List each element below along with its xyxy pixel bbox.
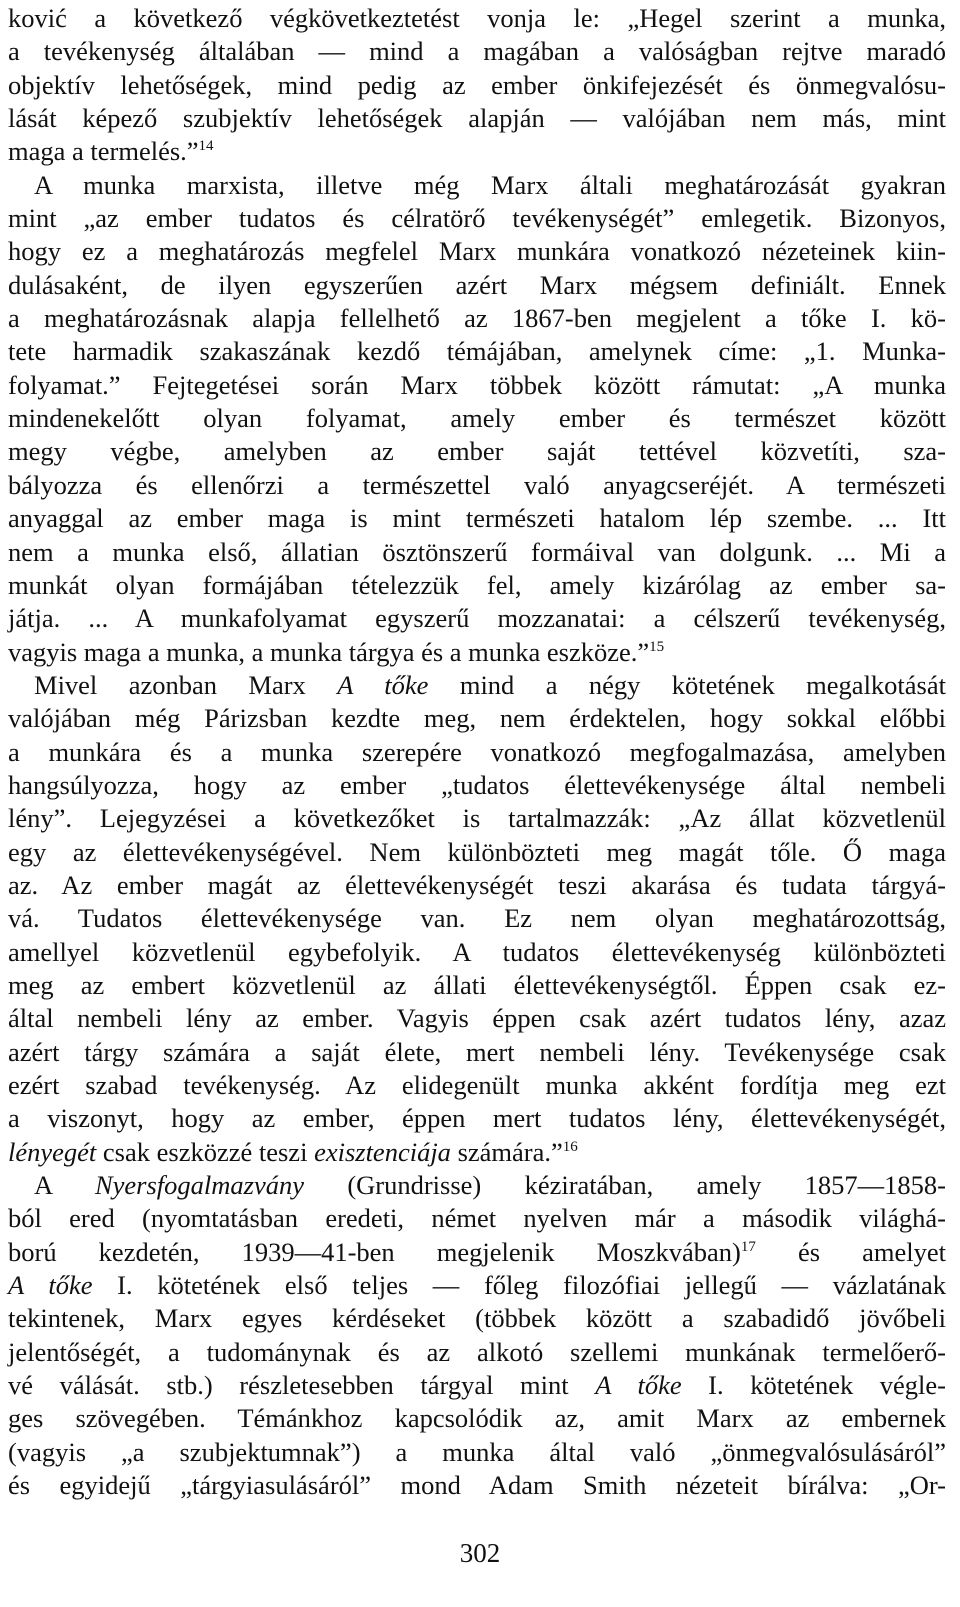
text-line <box>8 736 946 769</box>
text-segment: mindenekelőtt olyan folyamat, amely ember és természet között <box>8 403 946 434</box>
text-line <box>8 602 946 635</box>
text-line <box>8 1269 946 1302</box>
text-segment: vé válását. stb.) részletesebben tárgyal mint <box>8 1370 596 1401</box>
text-segment: a munkára és a munka szerepére vonatkozó megfogalmazása, amelyben <box>8 736 946 767</box>
text-segment: számára.” <box>450 1136 563 1167</box>
text-line <box>8 1236 946 1269</box>
text-line <box>8 636 946 669</box>
text-line <box>8 1302 946 1335</box>
text-segment: tete harmadik szakaszának kezdő témájában, amelynek címe: „1. Munka- <box>8 336 946 367</box>
text-segment: I. kötetének első teljes — főleg filozófiai jellegű — vázlatának <box>92 1270 946 1301</box>
text-segment: Mivel azonban Marx <box>34 669 338 700</box>
text-segment: dulásaként, de ilyen egyszerűen azért Marx mégsem definiált. Ennek <box>8 269 946 300</box>
text-line <box>8 969 946 1002</box>
italic-text: A tőke <box>595 1370 682 1401</box>
text-line <box>8 69 946 102</box>
text-line <box>8 769 946 802</box>
text-segment: A munka marxista, illetve még Marx általi meghatározását gyakran <box>34 169 946 200</box>
text-line <box>8 435 946 468</box>
text-segment: egy az élettevékenységével. Nem különbözteti meg magát tőle. Ő maga <box>8 836 946 867</box>
text-line <box>8 902 946 935</box>
text-line <box>8 669 946 702</box>
italic-text: A tőke <box>337 669 429 700</box>
italic-text: Nyersfogalmazvány <box>94 1170 305 1201</box>
italic-text: lényegét <box>8 1136 97 1167</box>
text-segment: és egyidejű „tárgyiasulásáról” mond Adam Smith nézeteit bírálva: „Or- <box>8 1470 946 1501</box>
text-segment: megy végbe, amelyben az ember saját tettével közvetíti, sza- <box>8 436 946 467</box>
text-line <box>8 1169 946 1202</box>
italic-text: A tőke <box>8 1270 93 1301</box>
text-segment: jelentőségét, a tudománynak és az alkotó szellemi munkának termelőerő- <box>8 1336 946 1367</box>
footnote-marker: 15 <box>649 638 665 655</box>
text-line <box>8 35 946 68</box>
text-line <box>8 335 946 368</box>
page-number: 302 <box>459 1538 501 1568</box>
text-line <box>8 1036 946 1069</box>
text-segment: mint „az ember tudatos és célratörő tevékenységét” emlegetik. Bizonyos, <box>8 203 946 234</box>
text-segment: nem a munka első, állatian ösztönszerű formáival van dolgunk. ... Mi a <box>8 536 946 567</box>
text-line <box>8 1202 946 1235</box>
text-segment: az. Az ember magát az élettevékenységét teszi akarása és tudata tárgyá- <box>8 869 946 900</box>
text-line <box>8 836 946 869</box>
text-line <box>8 1002 946 1035</box>
text-segment: I. kötetének végle- <box>681 1370 946 1401</box>
text-line <box>8 202 946 235</box>
text-segment: hangsúlyozza, hogy az ember „tudatos élettevékenysége által nembeli <box>8 769 946 800</box>
text-line <box>8 469 946 502</box>
text-segment: bályozza és ellenőrzi a természettel való anyagcseréjét. A természeti <box>8 469 946 500</box>
text-segment: meg az embert közvetlenül az állati élettevékenységtől. Éppen csak ez- <box>8 969 946 1000</box>
italic-text: exisztenciája <box>314 1136 451 1167</box>
text-segment: hogy ez a meghatározás megfelel Marx munkára vonatkozó nézeteinek kiin- <box>8 236 946 267</box>
text-line <box>8 802 946 835</box>
text-segment: azért tárgy számára a saját élete, mert nembeli lény. Tevékenysége csak <box>8 1036 946 1067</box>
text-line <box>8 1402 946 1435</box>
text-line <box>8 169 946 202</box>
text-segment: lény”. Lejegyzései a következőket is tartalmazzák: „Az állat közvetlenül <box>8 803 946 834</box>
footnote-marker: 14 <box>198 138 214 155</box>
text-line <box>8 269 946 302</box>
text-segment: a viszonyt, hogy az ember, éppen mert tudatos lény, élettevékenységét, <box>8 1103 946 1134</box>
text-segment: vá. Tudatos élettevékenysége van. Ez nem olyan meghatározottság, <box>8 903 946 934</box>
text-segment: ború kezdetén, 1939—41-ben megjelenik Moszkvában) <box>8 1236 741 1267</box>
text-segment: valójában még Párizsban kezdte meg, nem érdektelen, hogy sokkal előbbi <box>8 703 946 734</box>
text-segment: objektív lehetőségek, mind pedig az ember önkifejezését és önmegvalósu- <box>8 69 946 100</box>
text-segment: amellyel közvetlenül egybefolyik. A tudatos élettevékenység különbözteti <box>8 936 946 967</box>
text-line <box>8 235 946 268</box>
text-segment: tekintenek, Marx egyes kérdéseket (többek között a szabadidő jövőbeli <box>8 1303 946 1334</box>
text-segment: folyamat.” Fejtegetései során Marx többek között rámutat: „A munka <box>8 369 946 400</box>
footnote-marker: 17 <box>740 1238 756 1255</box>
text-segment: (vagyis „a szubjektumnak”) a munka által való „önmegvalósulásáról” <box>8 1436 946 1467</box>
text-segment: maga a termelés.” <box>8 136 199 167</box>
text-line <box>8 1136 946 1169</box>
text-line <box>8 1369 946 1402</box>
text-line <box>8 569 946 602</box>
text-segment: a tevékenység általában — mind a magában a valóságban rejtve maradó <box>8 36 946 67</box>
body-text <box>8 2 946 1502</box>
text-segment: ges szövegében. Témánkhoz kapcsolódik az, amit Marx az embernek <box>8 1403 946 1434</box>
text-segment: ezért szabad tevékenység. Az elidegenült munka akként fordítja meg ezt <box>8 1070 946 1100</box>
text-segment: játja. ... A munkafolyamat egyszerű mozzanatai: a célszerű tevékenység, <box>8 603 946 634</box>
text-segment: ković a következő végkövetkeztetést vonja le: „Hegel szerint a munka, <box>8 3 946 33</box>
text-line <box>8 1102 946 1135</box>
text-segment: által nembeli lény az ember. Vagyis éppen csak azért tudatos lény, azaz <box>8 1003 946 1034</box>
text-line <box>8 135 946 168</box>
text-line <box>8 1436 946 1469</box>
text-line <box>8 2 946 35</box>
text-line <box>8 936 946 969</box>
text-line <box>8 369 946 402</box>
text-line <box>8 502 946 535</box>
text-segment: csak eszközzé teszi <box>96 1136 315 1167</box>
text-line <box>8 1069 946 1102</box>
text-segment: mind a négy kötetének megalkotását <box>428 669 946 700</box>
text-segment: és amelyet <box>755 1236 947 1267</box>
text-segment: (Grundrisse) kéziratában, amely 1857—1858- <box>304 1170 946 1201</box>
text-segment: ból ered (nyomtatásban eredeti, német nyelven már a második világhá- <box>8 1203 946 1234</box>
text-segment: munkát olyan formájában tételezzük fel, amely kizárólag az ember sa- <box>8 569 946 600</box>
footnote-marker: 16 <box>562 1138 578 1155</box>
text-segment: A <box>34 1170 95 1201</box>
text-line <box>8 1336 946 1369</box>
text-line <box>8 102 946 135</box>
text-line <box>8 702 946 735</box>
text-line <box>8 402 946 435</box>
text-segment: lását képező szubjektív lehetőségek alapján — valójában nem más, mint <box>8 103 946 134</box>
text-segment: a meghatározásnak alapja fellelhető az 1867-ben megjelent a tőke I. kö- <box>8 303 946 334</box>
text-line <box>8 1469 946 1502</box>
text-segment: anyaggal az ember maga is mint természeti hatalom lép szembe. ... Itt <box>8 503 946 534</box>
text-line <box>8 536 946 569</box>
text-segment: vagyis maga a munka, a munka tárgya és a munka eszköze.” <box>8 636 650 667</box>
text-line <box>8 302 946 335</box>
text-line <box>8 869 946 902</box>
